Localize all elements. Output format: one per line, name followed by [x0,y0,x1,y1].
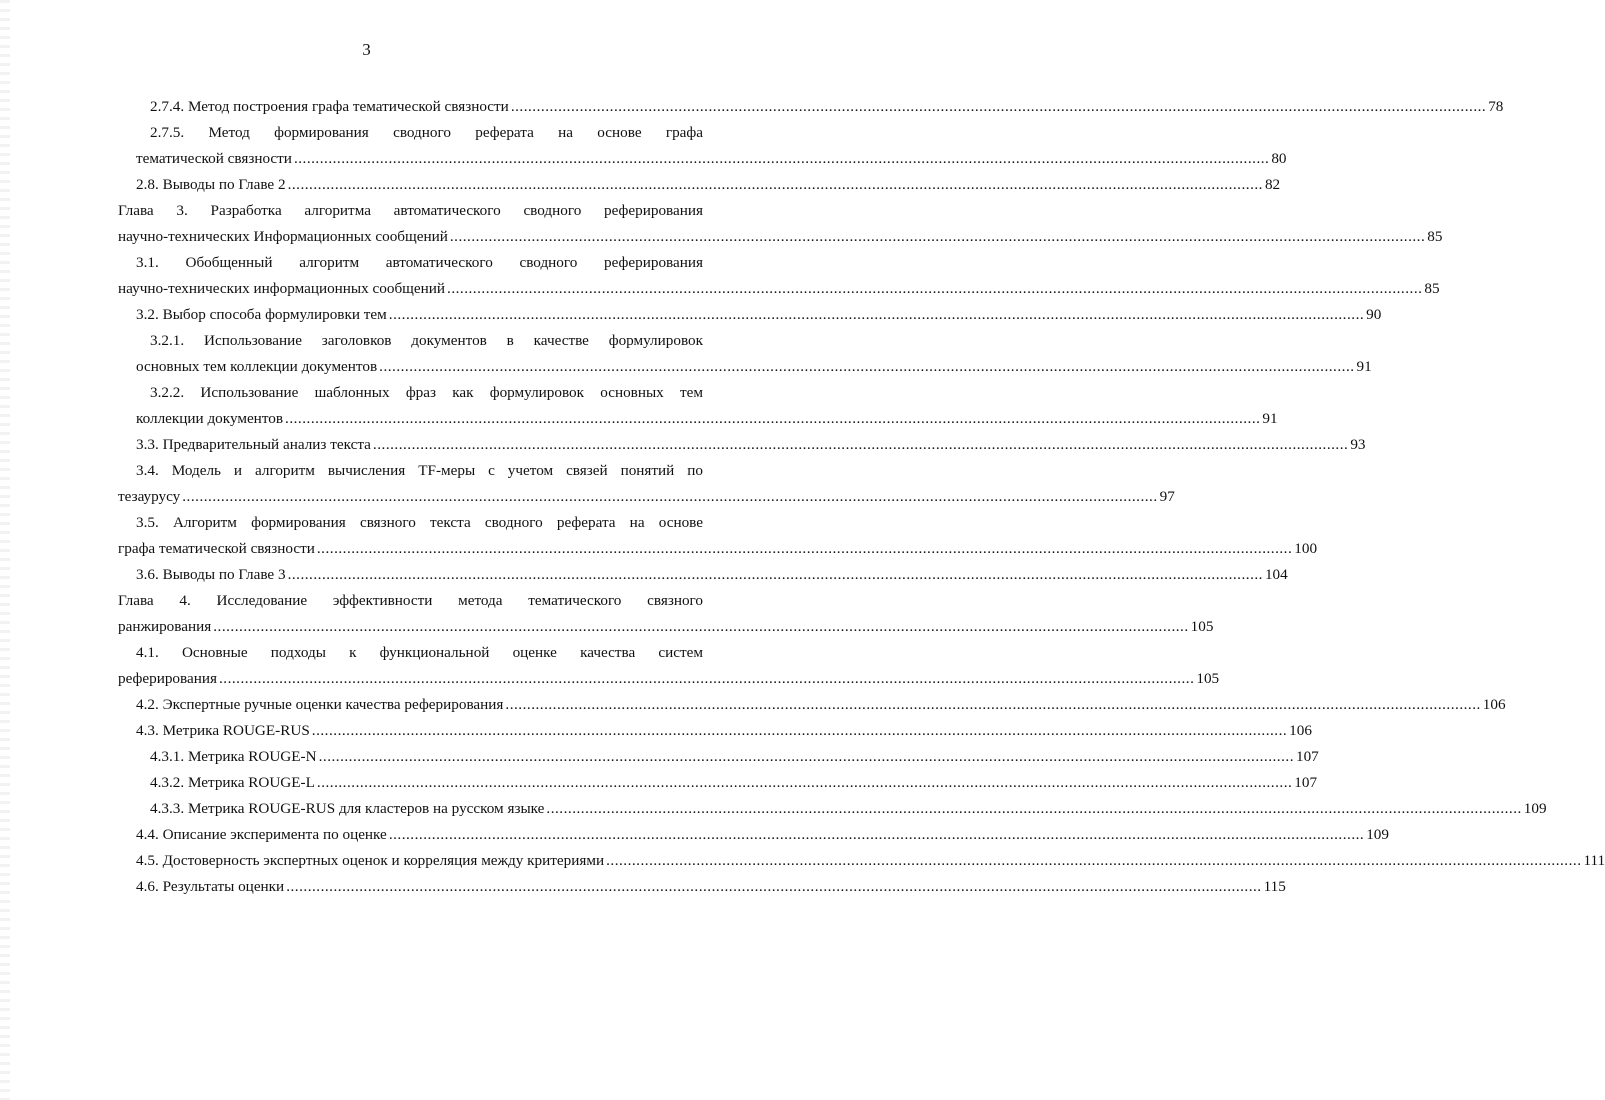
dot-leader [447,276,1422,302]
dot-leader [182,484,1157,510]
dot-leader [213,614,1188,640]
dot-leader [312,718,1287,744]
toc-entry-page: 91 [1356,358,1372,375]
toc-entry-page: 106 [1289,722,1312,739]
dot-leader [319,744,1294,770]
toc-entry-title: 4.3. Метрика ROUGE-RUS [136,722,310,739]
toc-entry-title: основных тем коллекции документов [136,358,378,375]
toc-entry-page: 111 [1583,852,1605,869]
toc-entry-page: 85 [1427,228,1443,245]
dot-leader [288,172,1263,198]
dot-leader [450,224,1425,250]
toc-entry-title: 4.3.3. Метрика ROUGE-RUS для кластеров на русском языке [150,800,545,817]
toc-entry-page: 105 [1190,618,1214,635]
dot-leader [389,302,1364,328]
toc-entry-page: 106 [1482,696,1506,713]
toc-entry [0,458,1175,510]
toc-entry-page: 109 [1366,826,1389,843]
toc-entry-title: 2.8. Выводы по Главе 2 [136,176,286,193]
toc-entry [0,94,1504,120]
toc-entry [0,172,1281,198]
toc-entry-title: 4.4. Описание эксперимента по оценке [136,826,387,843]
toc-entry [0,250,1440,302]
toc-entry-page: 85 [1424,280,1440,297]
toc-entry-page: 115 [1263,878,1286,895]
toc-entry-title: тематической связности [136,150,292,167]
toc-entry-page: 104 [1264,566,1288,583]
toc-entry-page: 78 [1488,98,1504,115]
toc-entry-heading-line: 3.4. Модель и алгоритм вычисления TF-меры с учетом связей понятий по [136,462,703,479]
toc-entry-page: 105 [1196,670,1220,687]
toc-entry-heading-line: 3.2.2. Использование шаблонных фраз как формулировок основных тем [150,384,703,401]
toc-entry-page: 107 [1294,774,1318,791]
toc-entry [0,744,1319,770]
toc-entry-title: 2.7.4. Метод построения графа тематической связности [150,98,509,115]
toc-entry [0,692,1506,718]
toc-entry-title: научно-технических Информационных сообщений [118,228,448,245]
dot-leader [294,146,1269,172]
toc-entry-page: 80 [1271,150,1287,167]
dot-leader [606,848,1581,874]
toc-entry-title: 4.5. Достоверность экспертных оценок и корреляция между критериями [136,852,605,869]
dot-leader [219,666,1194,692]
toc-entry-heading-line: Глава 3. Разработка алгоритма автоматического сводного реферирования [118,202,703,219]
table-of-contents [0,94,1605,900]
toc-entry-page: 107 [1295,748,1319,765]
toc-entry [0,848,1605,874]
dot-leader [285,406,1260,432]
toc-entry [0,588,1214,640]
dot-leader [511,94,1486,120]
toc-entry-page: 97 [1159,488,1175,505]
toc-entry [0,380,1278,432]
toc-entry [0,822,1389,848]
toc-entry [0,120,1287,172]
toc-entry [0,328,1372,380]
toc-entry-heading-line: 4.1. Основные подходы к функциональной оценке качества систем [136,644,703,661]
dot-leader [317,536,1292,562]
toc-entry-title: 4.3.2. Метрика ROUGE-L [150,774,315,791]
toc-entry [0,874,1286,900]
toc-entry [0,510,1318,562]
toc-entry-heading-line: Глава 4. Исследование эффективности метода тематического связного [118,592,703,609]
toc-entry [0,770,1318,796]
toc-entry-title: 3.2. Выбор способа формулировки тем [136,306,387,323]
toc-entry [0,796,1547,822]
toc-entry-heading-line: 3.1. Обобщенный алгоритм автоматического сводного реферирования [136,254,703,271]
dot-leader [505,692,1480,718]
toc-entry-title: 4.2. Экспертные ручные оценки качества реферирования [136,696,504,713]
dot-leader [379,354,1354,380]
toc-entry-heading-line: 3.5. Алгоритм формирования связного текста сводного реферата на основе [136,514,703,531]
toc-entry-title: 3.3. Предварительный анализ текста [136,436,371,453]
toc-entry [0,198,1443,250]
toc-entry-page: 91 [1262,410,1278,427]
toc-entry-title: графа тематической связности [118,540,315,557]
toc-entry-title: реферирования [118,670,217,687]
toc-entry-title: коллекции документов [136,410,284,427]
toc-entry-title: 4.6. Результаты оценки [136,878,285,895]
toc-entry [0,718,1312,744]
toc-entry-heading-line: 2.7.5. Метод формирования сводного реферата на основе графа [150,124,703,141]
dot-leader [546,796,1521,822]
toc-entry [0,562,1288,588]
toc-entry-title: тезаурусу [118,488,181,505]
toc-entry [0,640,1220,692]
dot-leader [389,822,1364,848]
toc-entry-page: 82 [1264,176,1281,193]
toc-entry-title: ранжирования [118,618,212,635]
toc-entry-heading-line: 3.2.1. Использование заголовков документов в качестве формулировок [150,332,703,349]
toc-entry-title: научно-технических информационных сообщений [118,280,446,297]
toc-entry-title: 4.3.1. Метрика ROUGE-N [150,748,317,765]
toc-entry [0,432,1366,458]
dot-leader [288,562,1263,588]
dot-leader [317,770,1292,796]
dot-leader [373,432,1348,458]
toc-entry [0,302,1382,328]
toc-entry-title: 3.6. Выводы по Главе 3 [136,566,286,583]
toc-entry-page: 109 [1523,800,1547,817]
dot-leader [286,874,1261,900]
toc-entry-page: 100 [1294,540,1318,557]
page-number: 3 [362,40,371,59]
toc-entry-page: 93 [1350,436,1366,453]
toc-entry-page: 90 [1366,306,1382,323]
